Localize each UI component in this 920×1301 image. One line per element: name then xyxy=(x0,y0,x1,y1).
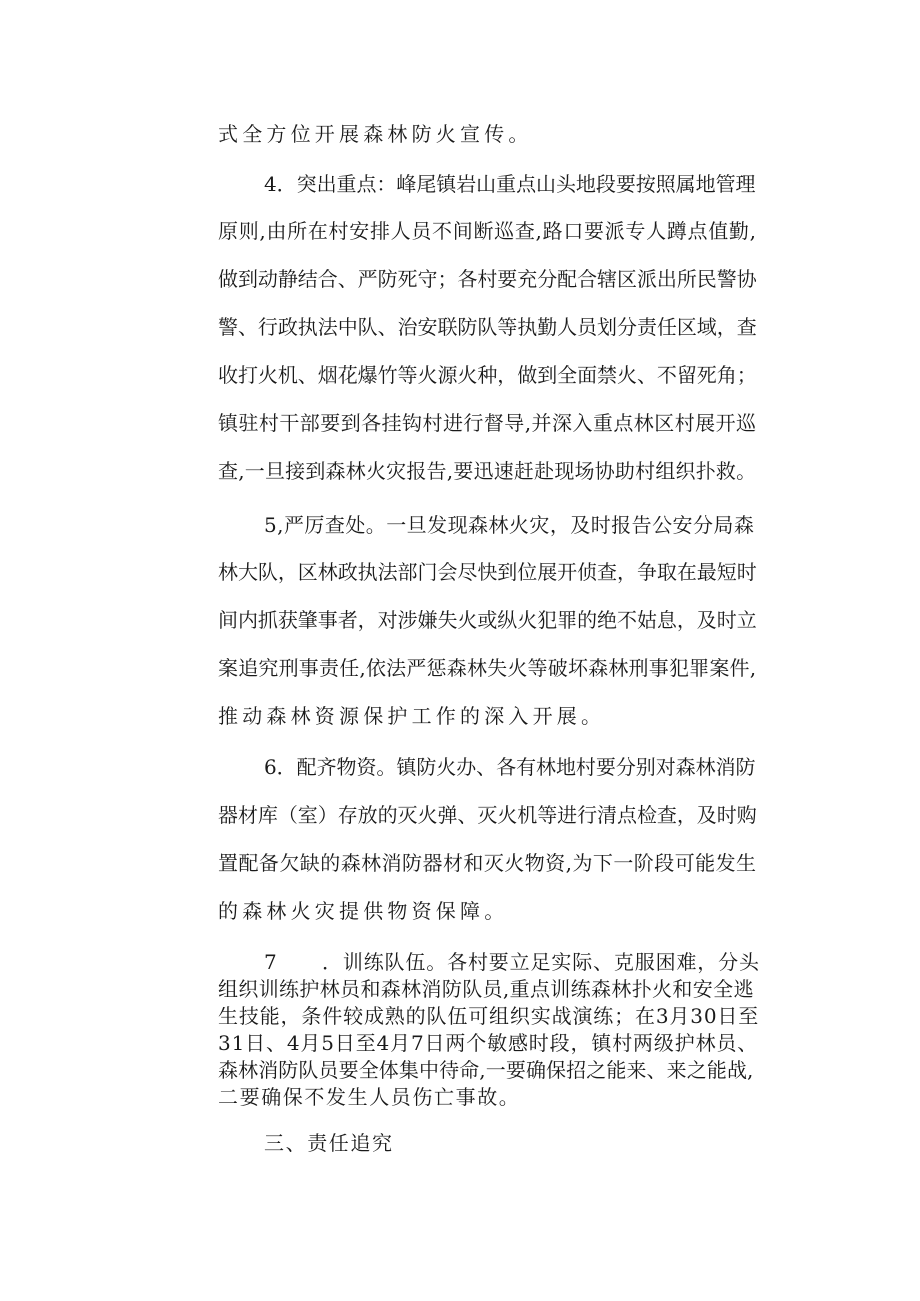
paragraph-6-line: 器材库（室）存放的灭火弹、灭火机等进行清点检查，及时购 xyxy=(218,803,757,827)
paragraph-5-line: 5,严厉查处。一旦发现森林火灾，及时报告公安分局森 xyxy=(264,513,755,537)
paragraph-5-line: 间内抓获肇事者，对涉嫌失火或纵火犯罪的绝不姑息，及时立 xyxy=(218,608,757,632)
paragraph-7-first-line: ．训练队伍。各村要立足实际、克服困难，分头 xyxy=(322,950,760,974)
paragraph-4-line: 镇驻村干部要到各挂钩村进行督导,并深入重点林区村展开巡 xyxy=(218,411,757,435)
paragraph-4-line: 做到动静结合、严防死守；各村要充分配合辖区派出所民警协 xyxy=(218,267,757,291)
paragraph-4-line: 4．突出重点：峰尾镇岩山重点山头地段要按照属地管理 xyxy=(264,172,756,196)
paragraph-7-line: 31日、4月5日至4月7日两个敏感时段，镇村两级护林员、 xyxy=(218,1031,759,1055)
paragraph-6-line: 6．配齐物资。镇防火办、各有林地村要分别对森林消防 xyxy=(264,755,756,779)
paragraph-7-line: 二要确保不发生人员伤亡事故。 xyxy=(218,1085,521,1109)
paragraph-4-line: 警、行政执法中队、治安联防队等执勤人员划分责任区域，查 xyxy=(218,315,757,339)
paragraph-4-line: 收打火机、烟花爆竹等火源火种，做到全面禁火、不留死角； xyxy=(218,363,757,387)
intro-line: 式全方位开展森林防火宣传。 xyxy=(218,122,533,146)
paragraph-5-line: 案追究刑事责任,依法严惩森林失火等破坏森林刑事犯罪案件, xyxy=(218,656,757,680)
paragraph-4-line: 查,一旦接到森林火灾报告,要迅速赶赴现场协助村组织扑救。 xyxy=(218,459,757,483)
paragraph-7-line: 生技能，条件较成熟的队伍可组织实战演练；在3月30日至 xyxy=(218,1004,760,1028)
paragraph-4-line: 原则,由所在村安排人员不间断巡查,路口要派专人蹲点值勤, xyxy=(218,219,757,243)
paragraph-7-line: 组织训练护林员和森林消防队员,重点训练森林扑火和安全逃 xyxy=(218,977,754,1001)
paragraph-7-number: 7 xyxy=(264,950,277,974)
paragraph-7-line: 森林消防队员要全体集中待命,一要确保招之能来、来之能战, xyxy=(218,1058,754,1082)
paragraph-6-line: 置配备欠缺的森林消防器材和灭火物资,为下一阶段可能发生 xyxy=(218,851,757,875)
paragraph-5-line: 推动森林资源保护工作的深入开展。 xyxy=(218,704,606,728)
section-heading: 三、责任追究 xyxy=(264,1131,394,1155)
paragraph-6-line: 的森林火灾提供物资保障。 xyxy=(218,899,509,923)
paragraph-5-line: 林大队，区林政执法部门会尽快到位展开侦查，争取在最短时 xyxy=(218,560,757,584)
